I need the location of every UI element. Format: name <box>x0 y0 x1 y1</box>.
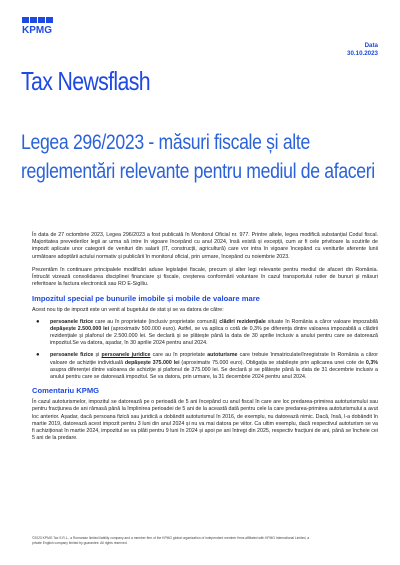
bullet-icon: ● <box>36 318 40 325</box>
document-meta <box>347 42 378 57</box>
list-item <box>32 352 378 381</box>
text-run: (aproximativ 75.000 euro). Obligația se stabilește prin aplicarea unei cote de <box>179 359 366 366</box>
text-run: autoturisme <box>207 352 238 359</box>
kpmg-comment-paragraph: În cazul autoturismelor, impozitul se datorează pe o perioadă de 5 ani începând cu anul fiscal în care are loc predarea-primirea autoturismului sau pentru fracțiunea de ani rămasă până la împlinirea perioadei de 5 ani de la această dată pentru cele la care predarea-primirea autoturismului a avut loc anterior. Așadar, dacă persoana fizică sau juridică a dobândit autoturismul în 2016, de exemplu, nu datorează nimic. Dacă, însă, l-a dobândit în martie 2019, datorează acest impozit pentru 3 luni din anul 2024 și nu va mai datora pe viitor. Ca ultim exemplu, dacă respectivul autoturism se va fi achiziționat în martie 2024, impozitul se va plăti pentru 9 luni în 2024 și apoi pe ani întregi din 2025, respectiv fracțiuni de ani, până se încheie cei 5 ani de la predare. <box>32 399 378 442</box>
list-item <box>32 319 378 348</box>
bullet-text-cars <box>50 352 378 381</box>
intro-paragraph: În data de 27 octombrie 2023, Legea 296/2023 a fost publicată în Monitorul Oficial nr. 977. Printre altele, legea modifică substanțial Codul fiscal. Majoritatea prevederilor legii ar urma să intre în vigoare începând cu anul 2024, însă există și excepții, cum ar fi cele privitoare la scutirile de impozit aplicate unor categorii de venituri din salarii (IT, construcții, agricultură) care vor intra în vigoare începând cu veniturile aferente lunii următoare adoptării actului normativ și publicării în monitorul oficial, prin urmare, începând cu noiembrie 2023. <box>32 232 378 260</box>
text-run: care au în proprietate (inclusiv proprietate comună) <box>93 318 220 325</box>
section-heading-kpmg-comment: Comentariu KPMG <box>32 386 100 396</box>
text-run: situate în România a căror valoare impozabilă <box>265 318 378 325</box>
special-tax-intro: Acest nou tip de impozit este un venit al bugetului de stat și se va datora de către: <box>32 307 224 314</box>
text-run: depășește 2.500.000 lei <box>50 325 110 332</box>
footer <box>32 536 378 546</box>
text-run: asupra diferenței dintre valoarea de achiziție și plafonul de 375.000 lei. Se declară și se plătește până la data de 31 decembrie inclusiv a anului pentru care se datorează impozitul. Se va datora, prin urmare, la 31 decembrie 2024 pentru anul 2024. <box>50 366 378 381</box>
text-run: 0,3% <box>365 359 378 366</box>
text-run: persoanele juridice <box>101 352 151 359</box>
section-heading-special-tax: Impozitul special pe bunurile imobile și mobile de valoare mare <box>32 294 260 304</box>
text-run: și <box>93 352 102 359</box>
text-run: care au în proprietate <box>150 352 208 359</box>
page-title: Legea 296/2023 - măsuri fiscale și alte reglementări relevante pentru mediul de afaceri <box>21 131 375 183</box>
text-run: persoanele fizice <box>50 352 94 359</box>
date-label: Data <box>364 42 378 49</box>
footer-rights: private English company limited by guarantee. All rights reserved. <box>32 541 128 546</box>
date-value: 30.10.2023 <box>347 49 378 57</box>
text-run: (aproximativ 500.000 euro). Astfel, se va aplica o cotă de 0,3% pe diferența dintre valoarea impozabilă a clădirii rezidențiale și plafonul de 2.500.000 lei. Se declară și se plătește până la data de 30 aprilie inclusiv a anului pentru care se datorează impozitul.Se va datora, așadar, în 30 aprilie 2024 pentru anul 2024. <box>50 325 378 347</box>
text-run: care trebuie înmatriculate/înregistrate în România a căror valoare de achiziție individuală <box>50 352 378 366</box>
text-run: clădiri rezidențiale <box>219 318 266 325</box>
bullet-text-buildings <box>50 319 378 348</box>
document-body <box>32 232 378 448</box>
footer-copyright: ©2023 KPMG Tax S.R.L., a Romanian limited liability company and a member firm of the KPMG global organization of independent member firms affiliated with KPMG International Limited, a <box>32 536 310 540</box>
summary-paragraph: Prezentăm în continuare principalele modificări aduse legislației fiscale, precum și alter legi relevante pentru mediul de afaceri din România. Întrucât vizează consolidarea disciplinei financiare și fiscale, creșterea conformării voluntare în cazul transportului rutier de bunuri și măsuri referitoare la factura electronică sau RO E-Sigiliu. <box>32 266 378 288</box>
newsflash-title: Tax Newsflash <box>21 66 150 96</box>
text-run: persoanele fizice <box>50 318 94 325</box>
text-run: depășește 375.000 lei <box>124 359 180 366</box>
bullet-icon: ● <box>36 352 40 359</box>
logo-text: KPMG <box>22 25 52 34</box>
kpmg-logo <box>22 17 62 34</box>
